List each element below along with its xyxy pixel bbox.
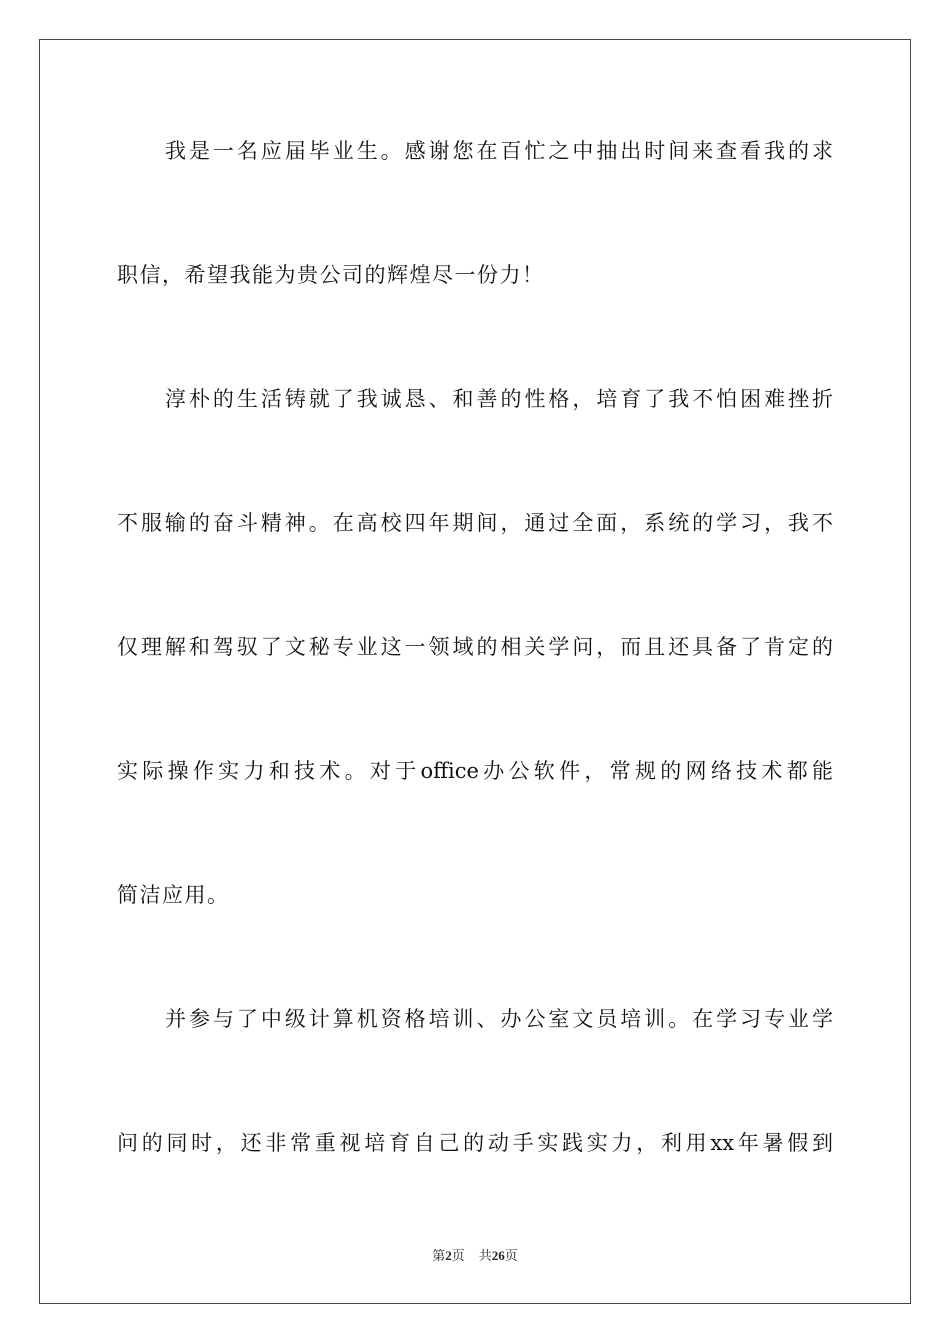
total-prefix: 共 bbox=[478, 1248, 492, 1263]
paragraph-line: 我是一名应届毕业生。感谢您在百忙之中抽出时间来查看我的求 bbox=[165, 139, 833, 163]
total-suffix: 页 bbox=[504, 1248, 518, 1263]
paragraph-line: 实际操作实力和技术。对于office办公软件，常规的网络技术都能 bbox=[117, 759, 833, 783]
page-prefix: 第 bbox=[432, 1248, 446, 1263]
total-pages: 26 bbox=[491, 1248, 505, 1263]
paragraph-line: 职信，希望我能为贵公司的辉煌尽一份力！ bbox=[117, 263, 545, 287]
paragraph-line: 并参与了中级计算机资格培训、办公室文员培训。在学习专业学 bbox=[165, 1007, 833, 1031]
page-footer bbox=[0, 1247, 950, 1265]
paragraph-line: 淳朴的生活铸就了我诚恳、和善的性格，培育了我不怕困难挫折 bbox=[165, 387, 833, 411]
paragraph-line: 问的同时，还非常重视培育自己的动手实践实力，利用xx年暑假到 bbox=[117, 1131, 833, 1155]
paragraph-line: 简洁应用。 bbox=[117, 883, 230, 907]
page-number: 2 bbox=[445, 1248, 452, 1263]
page-suffix: 页 bbox=[451, 1248, 465, 1263]
page-border bbox=[39, 39, 911, 1304]
paragraph-line: 仅理解和驾驭了文秘专业这一领域的相关学问，而且还具备了肯定的 bbox=[117, 635, 833, 659]
paragraph-line: 不服输的奋斗精神。在高校四年期间，通过全面，系统的学习，我不 bbox=[117, 511, 833, 535]
